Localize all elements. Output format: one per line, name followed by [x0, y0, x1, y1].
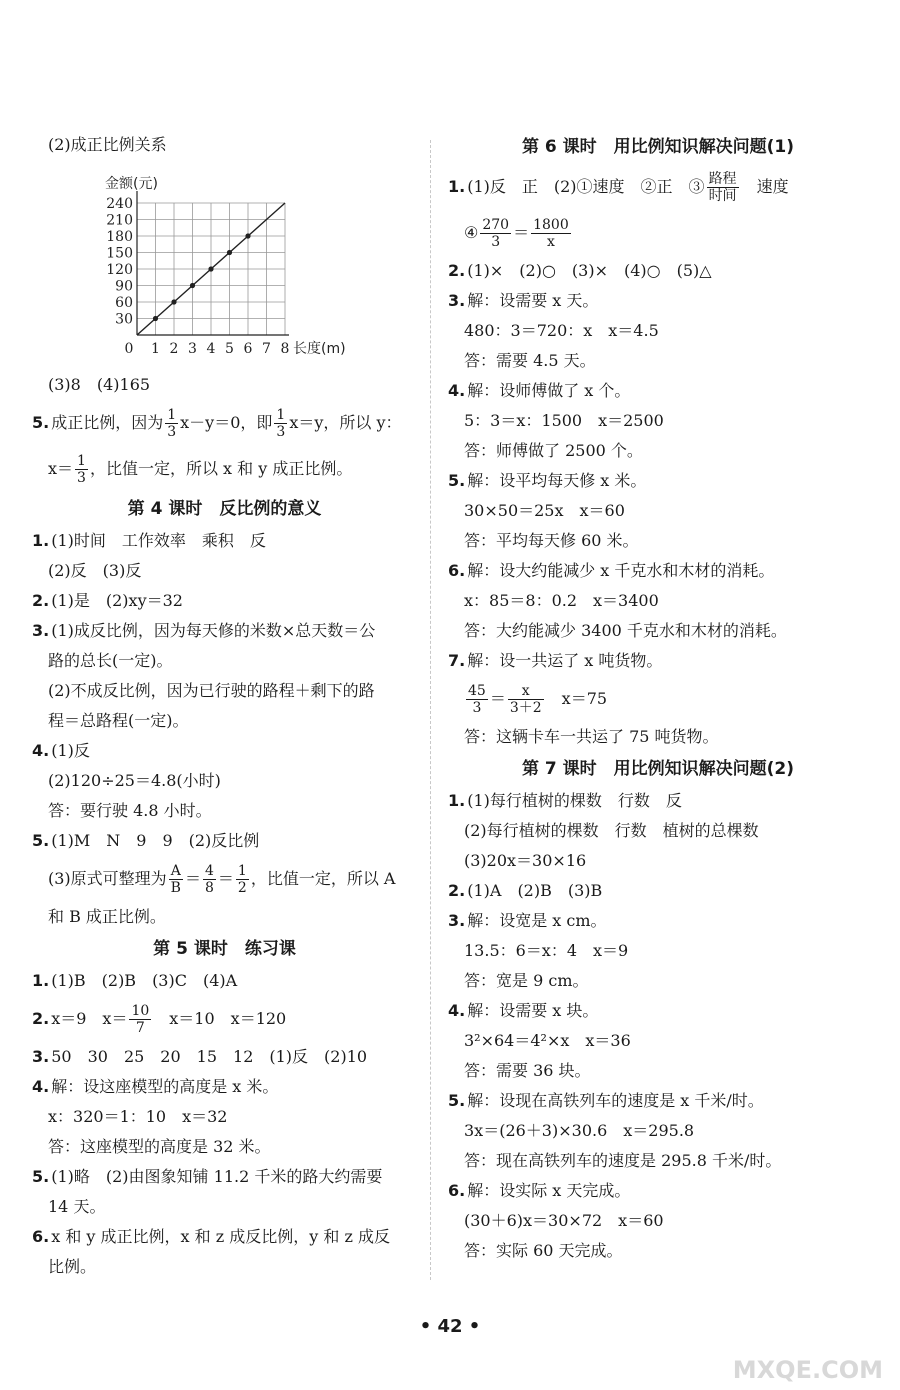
answer-line — [448, 1176, 868, 1206]
answer-line: (30＋6)x＝30×72 x＝60 — [464, 1211, 664, 1230]
y-tick-label: 150 — [106, 245, 133, 262]
answer-line: 480：3＝720：x x＝4.5 — [464, 321, 659, 340]
y-tick-label: 210 — [106, 212, 133, 229]
watermark-logo — [698, 1326, 888, 1386]
answer-line: 比例。 — [48, 1257, 97, 1276]
answer-line: 答：这座模型的高度是 32 米。 — [48, 1137, 271, 1156]
question-number: 2. — [448, 261, 466, 280]
fraction — [466, 683, 488, 716]
page-number: • 42 • — [419, 1316, 481, 1337]
answer-line: 答：需要 4.5 天。 — [464, 351, 596, 370]
answer-text: ，比值一定，所以 x 和 y 成正比例。 — [89, 459, 353, 478]
fraction-numerator: 1 — [276, 407, 286, 423]
answer-line — [32, 856, 417, 902]
answer-text: (1)M N 9 9 (2)反比例 — [51, 831, 260, 850]
answer-line — [32, 586, 417, 616]
fraction-numerator: 270 — [482, 217, 510, 233]
fraction-denominator: x — [546, 234, 555, 250]
answer-line — [32, 1222, 417, 1252]
answer-line: 3x＝(26＋3)×30.6 x＝295.8 — [464, 1121, 695, 1140]
answer-line: 30×50＝25x x＝60 — [464, 501, 625, 520]
answer-text: (1)每行植树的棵数 行数 反 — [467, 791, 682, 810]
answer-line — [448, 906, 868, 936]
x-tick-label: 1 — [151, 341, 160, 357]
fraction — [129, 1003, 151, 1036]
answer-text: (1)时间 工作效率 乘积 反 — [51, 531, 266, 550]
answer-line: 13.5：6＝x：4 x＝9 — [464, 941, 629, 960]
answer-line: 答：这辆卡车一共运了 75 吨货物。 — [464, 727, 719, 746]
question-number: 5. — [448, 471, 466, 490]
fraction-numerator: 45 — [468, 683, 486, 699]
x-tick-label: 5 — [225, 341, 234, 357]
question-number: 3. — [32, 621, 50, 640]
answer-text: 解：设师傅做了 x 个。 — [467, 381, 631, 400]
chart-svg — [92, 160, 392, 370]
answer-line: 答：实际 60 天完成。 — [464, 1241, 623, 1260]
fraction-numerator: 10 — [131, 1003, 150, 1019]
x-tick-label: 6 — [243, 341, 253, 357]
fraction-numerator: x — [508, 683, 544, 700]
answer-line — [448, 210, 868, 256]
answer-line: 路的总长(一定)。 — [48, 651, 173, 670]
y-tick-label: 90 — [115, 278, 133, 295]
y-tick-label: 240 — [106, 196, 133, 212]
question-number: 1. — [32, 531, 50, 550]
answer-line: x：85＝8：0.2 x＝3400 — [464, 591, 659, 610]
column-divider — [430, 140, 431, 1280]
fraction-denominator: 3 — [276, 424, 286, 440]
question-number: 7. — [448, 651, 466, 670]
answer-line: 答：现在高铁列车的速度是 295.8 千米/时。 — [464, 1151, 782, 1170]
answer-line: 和 B 成正比例。 — [48, 907, 166, 926]
question-number: 4. — [448, 381, 466, 400]
question-number: 5. — [32, 413, 50, 432]
answer-text: x＝10 x＝120 — [153, 1009, 287, 1028]
answer-line — [32, 1162, 417, 1192]
answer-text: x＝ — [48, 459, 74, 478]
answer-text: 解：设这座模型的高度是 x 米。 — [51, 1077, 279, 1096]
question-number: 4. — [32, 741, 50, 760]
answer-line: (2)不成反比例，因为已行驶的路程＋剩下的路 — [48, 681, 375, 700]
fraction — [707, 171, 739, 204]
answer-line — [32, 616, 417, 646]
answer-text: 解：设宽是 x cm。 — [467, 911, 607, 930]
fraction — [508, 683, 544, 716]
answer-text: 解：设实际 x 天完成。 — [467, 1181, 631, 1200]
answer-text: 成正比例，因为 — [51, 413, 164, 432]
answer-line — [32, 826, 417, 856]
answer-text: (3)原式可整理为 — [48, 869, 167, 888]
answer-line: (3)8 (4)165 — [48, 375, 151, 394]
fraction-denominator: 3 — [491, 234, 501, 250]
fraction-numerator: 4 — [204, 863, 214, 879]
answer-text: (1)是 (2)xy＝32 — [51, 591, 183, 610]
fraction — [203, 863, 216, 896]
answer-line — [448, 646, 868, 676]
fraction-denominator: 时间 — [708, 188, 737, 204]
answer-line — [32, 996, 417, 1042]
fraction — [169, 863, 183, 896]
question-number: 5. — [32, 831, 50, 850]
answer-line: (2)成正比例关系 — [48, 135, 167, 154]
answer-text: 解：设一共运了 x 吨货物。 — [467, 651, 663, 670]
data-point — [245, 233, 250, 238]
answer-text: (1)略 (2)由图象知铺 11.2 千米的路大约需要 — [51, 1167, 383, 1186]
x-tick-label: 0 — [124, 341, 134, 357]
answer-text: 解：设平均每天修 x 米。 — [467, 471, 647, 490]
answer-line: 答：宽是 9 cm。 — [464, 971, 589, 990]
equals-sign: ＝ — [489, 689, 506, 708]
x-axis-label: 长度(m) — [293, 341, 346, 357]
answer-line: 答：大约能减少 3400 千克水和木材的消耗。 — [464, 621, 787, 640]
fraction-denominator: 3 — [167, 424, 177, 440]
question-number: 6. — [448, 1181, 466, 1200]
fraction-numerator: 1 — [167, 407, 177, 423]
answer-line: 5：3＝x：1500 x＝2500 — [464, 411, 664, 430]
answer-line: (2)反 (3)反 — [48, 561, 142, 580]
y-tick-label: 120 — [106, 262, 133, 278]
question-number: 2. — [32, 1009, 50, 1028]
fraction-denominator: 7 — [135, 1020, 145, 1036]
answer-line: (2)120÷25＝4.8(小时) — [48, 771, 221, 790]
answer-text: x＝9 x＝ — [51, 1009, 128, 1028]
answer-text: (1)成反比例，因为每天修的米数×总天数＝公 — [51, 621, 376, 640]
answer-line: (2)每行植树的棵数 行数 植树的总棵数 — [464, 821, 759, 840]
fraction-denominator: 2 — [237, 880, 247, 896]
question-number: 1. — [32, 971, 50, 990]
question-number: 6. — [32, 1227, 50, 1246]
x-tick-label: 4 — [206, 341, 216, 357]
answer-line: 答：要行驶 4.8 小时。 — [48, 801, 212, 820]
question-number: 1. — [448, 791, 466, 810]
fraction — [236, 863, 249, 896]
answer-line — [32, 400, 417, 446]
answer-line — [448, 556, 868, 586]
fraction-denominator: 8 — [204, 880, 214, 896]
question-number: 3. — [448, 911, 466, 930]
data-point — [171, 299, 176, 304]
fraction-numerator: 路程 — [708, 171, 737, 187]
answer-line — [448, 996, 868, 1026]
fraction — [274, 407, 287, 440]
fraction-numerator: 1 — [77, 453, 86, 469]
question-number: 5. — [32, 1167, 50, 1186]
x-tick-label: 2 — [169, 341, 179, 357]
question-number: 2. — [448, 881, 466, 900]
fraction — [165, 407, 178, 440]
answer-text: (1)反 正 (2)①速度 ②正 ③ — [467, 177, 705, 196]
fraction — [480, 217, 511, 250]
fraction-denominator: 3 — [77, 470, 86, 486]
answer-text: ，比值一定，所以 A — [250, 869, 396, 888]
answer-line — [448, 376, 868, 406]
answer-text: 50 30 25 20 15 12 (1)反 (2)10 — [51, 1047, 368, 1066]
answer-line: 答：平均每天修 60 米。 — [464, 531, 639, 550]
right-column — [448, 130, 868, 1266]
fraction-numerator: 1 — [237, 863, 247, 879]
answer-text: 解：设需要 x 天。 — [467, 291, 599, 310]
equals-sign: ＝ — [217, 869, 234, 888]
answer-text: ④ — [464, 223, 479, 242]
answer-text: x 和 y 成正比例，x 和 z 成反比例，y 和 z 成反 — [51, 1227, 390, 1246]
answer-text: 解：设需要 x 块。 — [467, 1001, 599, 1020]
answer-text: (1)× (2)○ (3)× (4)○ (5)△ — [467, 261, 712, 280]
section-heading: 第 4 课时 反比例的意义 — [127, 499, 322, 519]
answer-line — [448, 256, 868, 286]
answer-line: (3)20x＝30×16 — [464, 851, 587, 870]
answer-line — [448, 286, 868, 316]
fraction-denominator: 3＋2 — [509, 700, 542, 716]
answer-text: 速度 — [740, 177, 789, 196]
answer-line: 答：需要 36 块。 — [464, 1061, 591, 1080]
question-number: 3. — [32, 1047, 50, 1066]
answer-text: (1)反 — [51, 741, 90, 760]
answer-line — [32, 1042, 417, 1072]
x-tick-label: 8 — [280, 341, 290, 357]
fraction-numerator: A — [169, 863, 183, 880]
answer-text: 解：设现在高铁列车的速度是 x 千米/时。 — [467, 1091, 764, 1110]
y-tick-label: 60 — [115, 295, 133, 311]
watermark-text: MXQE.COM — [732, 1356, 883, 1384]
answer-line: 14 天。 — [48, 1197, 106, 1216]
y-tick-label: 180 — [106, 229, 133, 245]
answer-line — [32, 526, 417, 556]
question-number: 4. — [448, 1001, 466, 1020]
y-tick-label: 30 — [115, 311, 133, 328]
answer-text: (1)B (2)B (3)C (4)A — [51, 971, 238, 990]
x-tick-label: 7 — [262, 341, 271, 357]
answer-line — [448, 164, 868, 210]
answer-text: (1)A (2)B (3)B — [467, 881, 603, 900]
answer-line — [448, 786, 868, 816]
fraction — [75, 453, 88, 486]
question-number: 4. — [32, 1077, 50, 1096]
data-point — [227, 250, 232, 255]
section-heading: 第 6 课时 用比例知识解决问题(1) — [521, 137, 795, 157]
equals-sign: ＝ — [184, 869, 201, 888]
fraction — [531, 217, 571, 250]
y-axis-label: 金额(元) — [105, 176, 158, 192]
fraction-denominator: B — [170, 880, 181, 896]
answer-line: 3²×64＝4²×x x＝36 — [464, 1031, 631, 1050]
answer-text: x＝y，所以 y： — [289, 413, 402, 432]
left-column — [32, 130, 417, 1282]
question-number: 1. — [448, 177, 466, 196]
answer-line: 答：师傅做了 2500 个。 — [464, 441, 643, 460]
data-point — [153, 316, 158, 321]
answer-line — [448, 466, 868, 496]
answer-text: 解：设大约能减少 x 千克水和木材的消耗。 — [467, 561, 775, 580]
answer-line — [448, 1086, 868, 1116]
answer-text: x＝75 — [545, 689, 608, 708]
fraction-numerator: 1800 — [533, 217, 569, 233]
answer-line — [448, 876, 868, 906]
fraction-denominator: 3 — [472, 700, 482, 716]
answer-line — [32, 1072, 417, 1102]
answer-line — [32, 736, 417, 766]
answer-line — [448, 676, 868, 722]
question-number: 2. — [32, 591, 50, 610]
answer-line — [32, 966, 417, 996]
data-point — [208, 266, 213, 271]
section-heading: 第 7 课时 用比例知识解决问题(2) — [521, 759, 795, 779]
data-point — [190, 283, 195, 288]
section-heading: 第 5 课时 练习课 — [153, 939, 296, 959]
proportion-chart — [92, 160, 417, 370]
answer-text: x－y＝0，即 — [180, 413, 273, 432]
question-number: 5. — [448, 1091, 466, 1110]
question-number: 3. — [448, 291, 466, 310]
question-number: 6. — [448, 561, 466, 580]
answer-line: 程＝总路程(一定)。 — [48, 711, 189, 730]
answer-line — [32, 446, 417, 492]
x-tick-label: 3 — [188, 341, 197, 357]
equals-sign: ＝ — [513, 223, 530, 242]
answer-line: x：320＝1：10 x＝32 — [48, 1107, 228, 1126]
